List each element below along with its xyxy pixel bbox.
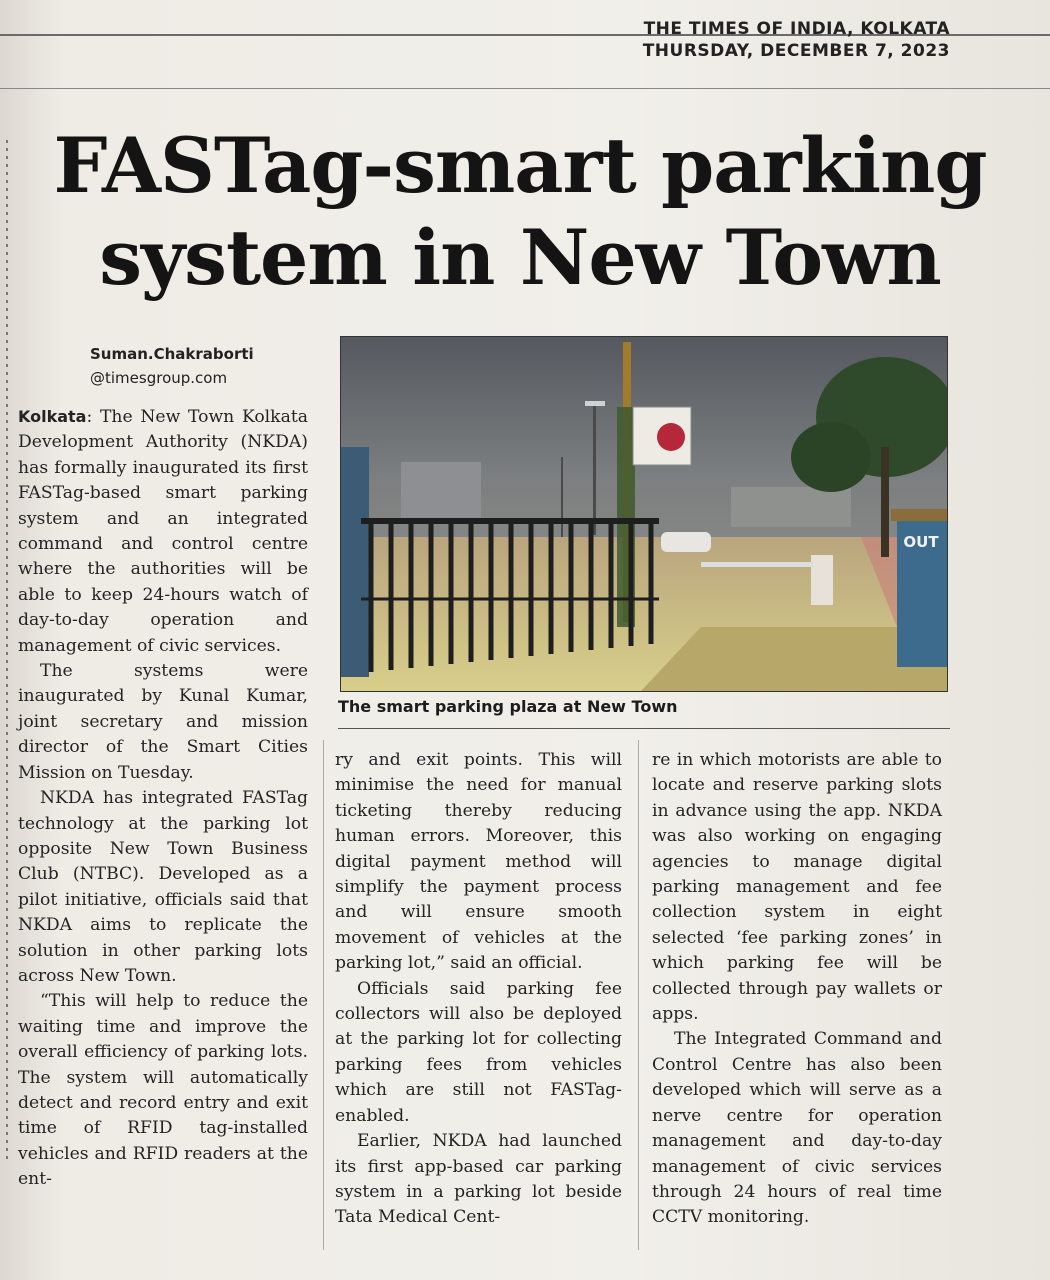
issue-date: THURSDAY, DECEMBER 7, 2023 xyxy=(642,41,950,61)
paragraph: Kolkata: The New Town Kolkata Development Authority (NKDA) has formally inaugurated its first FASTag-based smart parking system and an integrated command and control centre where the authorities will be able to keep 24-hours watch of day-to-day operation and management of civic services. xyxy=(18,407,308,656)
paragraph: NKDA has integrated FASTag technology at the parking lot opposite New Town Business Club (NTBC). Developed as a pilot initiative, officials said that NKDA aims to replicate the solution in other parking lots across New Town. xyxy=(18,788,308,986)
column-divider xyxy=(638,740,639,1250)
headline-line-2: system in New Town xyxy=(99,213,941,302)
photo-caption: The smart parking plaza at New Town xyxy=(338,697,678,716)
article-column-3 xyxy=(652,748,942,1231)
page-edge-perforation xyxy=(6,140,8,1160)
parking-plaza-photo xyxy=(340,336,948,692)
headline xyxy=(40,120,1000,304)
author-name: Suman.Chakraborti xyxy=(90,345,254,363)
byline xyxy=(90,342,254,390)
paragraph: The Integrated Command and Control Centre has also been developed which will serve as a nerve centre for operation management and day-to-day management of civic services through 24 hours of real time CCTV monitoring. xyxy=(652,1029,942,1228)
paragraph: Earlier, NKDA had launched its first app-based car parking system in a parking lot beside Tata Medical Cent- xyxy=(335,1131,622,1228)
article-column-2 xyxy=(335,748,622,1231)
caption-rule xyxy=(338,728,950,729)
author-email: @timesgroup.com xyxy=(90,369,228,387)
column-divider xyxy=(323,740,324,1250)
paragraph: ry and exit points. This will minimise the need for manual ticketing thereby reducing human errors. Moreover, this digital payment method will simplify the payment process and will ensure smooth movement of vehicles at the parking lot,” said an official. xyxy=(335,750,622,974)
masthead xyxy=(643,18,950,62)
paragraph: The systems were inaugurated by Kunal Kumar, joint secretary and mission director of the Smart Cities Mission on Tuesday. xyxy=(18,661,308,783)
paragraph: Officials said parking fee collectors will also be deployed at the parking lot for collecting parking fees from vehicles which are still not FASTag-enabled. xyxy=(335,978,622,1126)
article-column-1 xyxy=(18,404,308,1193)
parking-plaza-illustration xyxy=(341,337,947,691)
dateline: Kolkata xyxy=(18,407,87,426)
masthead-rule xyxy=(0,88,1050,89)
paragraph: “This will help to reduce the waiting time and improve the overall efficiency of parking lots. The system will automatically detect and record entry and exit time of RFID tag-installed vehicles and RFID readers at the ent- xyxy=(18,991,308,1190)
paper-name: THE TIMES OF INDIA, KOLKATA xyxy=(643,19,950,39)
paragraph: re in which motorists are able to locate and reserve parking slots in advance using the app. NKDA was also working on engaging agencies to manage digital parking management and fee collection system in eight selected ‘fee parking zones’ in which parking fee will be collected through pay wallets or apps. xyxy=(652,750,942,1025)
headline-line-1: FASTag-smart parking xyxy=(53,121,987,210)
out-sign: OUT xyxy=(903,533,939,551)
